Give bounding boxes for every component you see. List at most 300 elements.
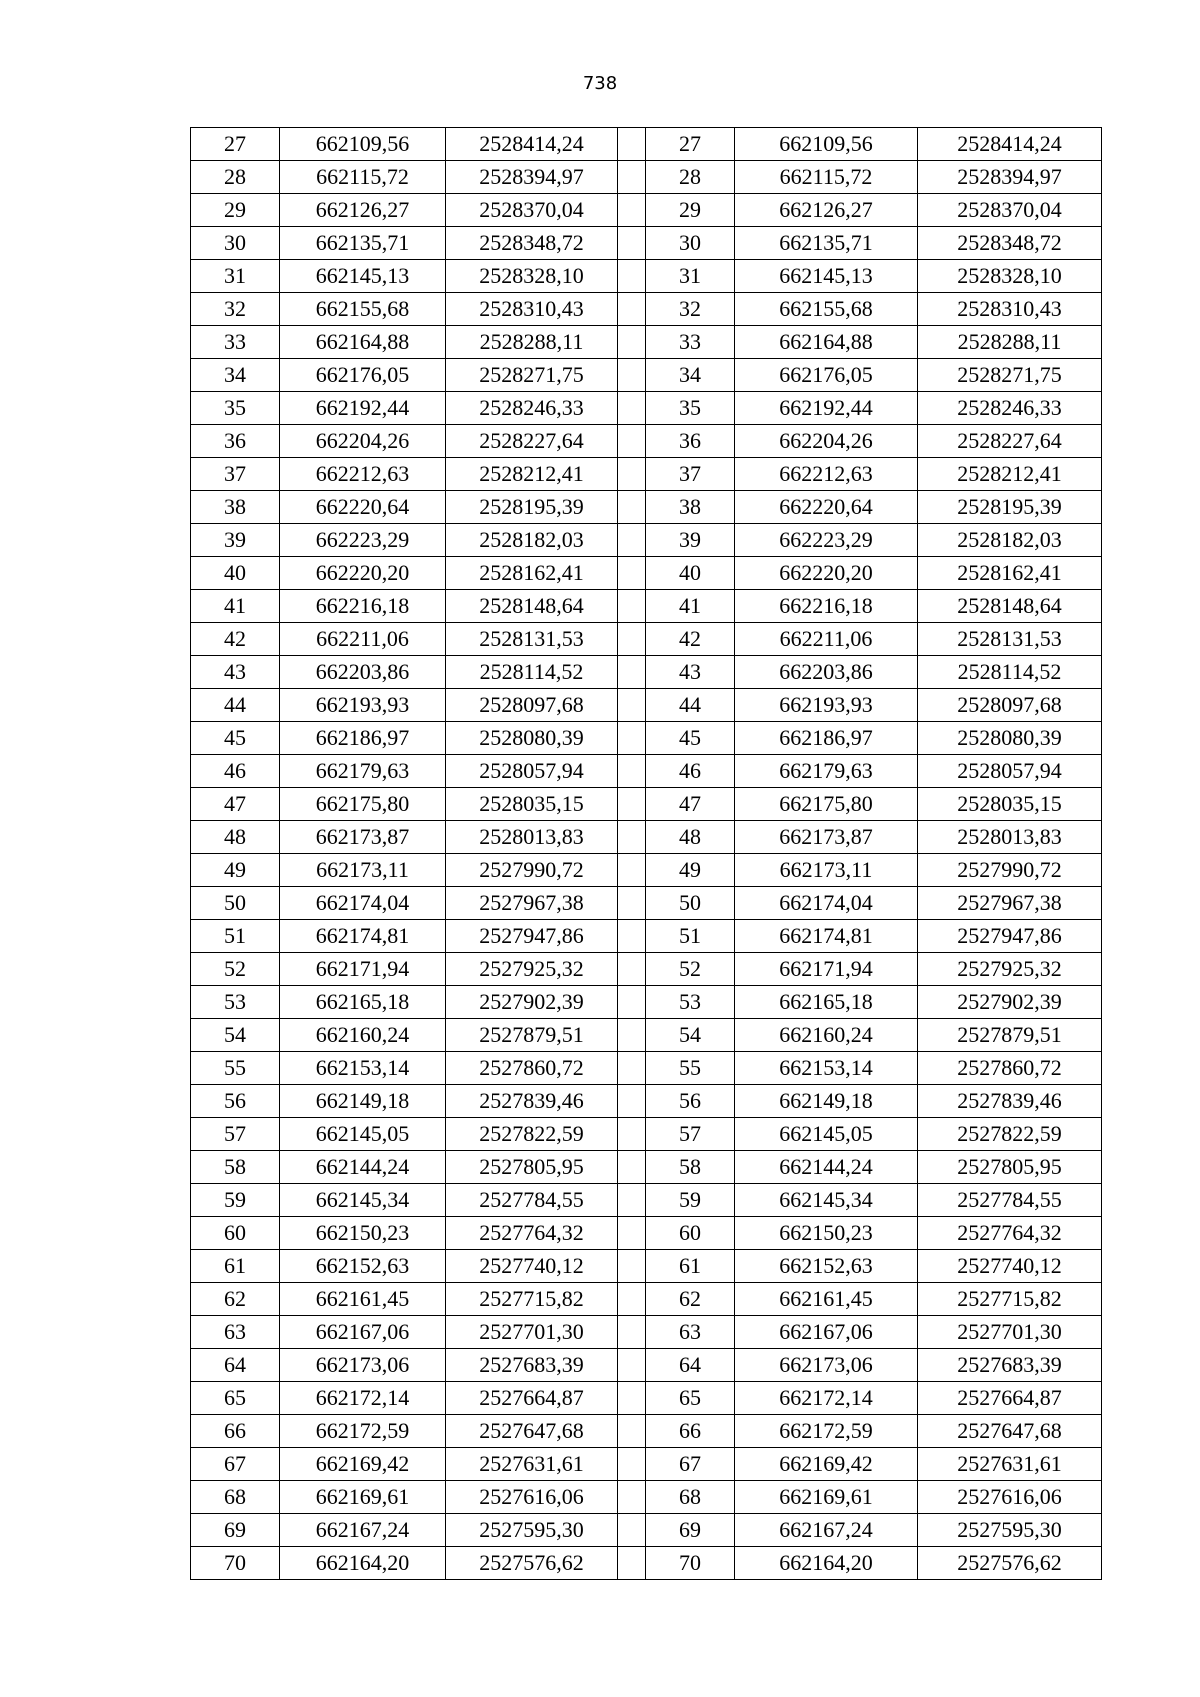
separator-cell <box>618 128 646 161</box>
right-y-coordinate-cell: 2528057,94 <box>918 755 1102 788</box>
right-x-coordinate-cell: 662171,94 <box>735 953 918 986</box>
left-y-coordinate-cell: 2528162,41 <box>446 557 618 590</box>
right-point-number-cell: 30 <box>646 227 735 260</box>
right-point-number-cell: 39 <box>646 524 735 557</box>
right-y-coordinate-cell: 2527664,87 <box>918 1382 1102 1415</box>
left-y-coordinate-cell: 2528195,39 <box>446 491 618 524</box>
separator-cell <box>618 1448 646 1481</box>
left-y-coordinate-cell: 2528148,64 <box>446 590 618 623</box>
separator-cell <box>618 1481 646 1514</box>
right-point-number-cell: 63 <box>646 1316 735 1349</box>
left-y-coordinate-cell: 2528097,68 <box>446 689 618 722</box>
right-point-number-cell: 41 <box>646 590 735 623</box>
table-row <box>191 1382 1102 1415</box>
right-y-coordinate-cell: 2528288,11 <box>918 326 1102 359</box>
left-point-number-cell: 43 <box>191 656 280 689</box>
right-y-coordinate-cell: 2528182,03 <box>918 524 1102 557</box>
left-y-coordinate-cell: 2527683,39 <box>446 1349 618 1382</box>
right-point-number-cell: 70 <box>646 1547 735 1580</box>
left-x-coordinate-cell: 662169,42 <box>280 1448 446 1481</box>
right-x-coordinate-cell: 662144,24 <box>735 1151 918 1184</box>
right-y-coordinate-cell: 2528271,75 <box>918 359 1102 392</box>
right-point-number-cell: 52 <box>646 953 735 986</box>
left-y-coordinate-cell: 2527860,72 <box>446 1052 618 1085</box>
left-y-coordinate-cell: 2528370,04 <box>446 194 618 227</box>
right-point-number-cell: 48 <box>646 821 735 854</box>
separator-cell <box>618 821 646 854</box>
table-row <box>191 1547 1102 1580</box>
right-point-number-cell: 29 <box>646 194 735 227</box>
left-y-coordinate-cell: 2528328,10 <box>446 260 618 293</box>
left-y-coordinate-cell: 2527764,32 <box>446 1217 618 1250</box>
right-x-coordinate-cell: 662169,42 <box>735 1448 918 1481</box>
left-y-coordinate-cell: 2527990,72 <box>446 854 618 887</box>
left-point-number-cell: 44 <box>191 689 280 722</box>
separator-cell <box>618 788 646 821</box>
table-row <box>191 359 1102 392</box>
right-y-coordinate-cell: 2528328,10 <box>918 260 1102 293</box>
right-y-coordinate-cell: 2528227,64 <box>918 425 1102 458</box>
left-point-number-cell: 45 <box>191 722 280 755</box>
right-x-coordinate-cell: 662150,23 <box>735 1217 918 1250</box>
left-y-coordinate-cell: 2528114,52 <box>446 656 618 689</box>
table-row <box>191 194 1102 227</box>
right-x-coordinate-cell: 662149,18 <box>735 1085 918 1118</box>
table-row <box>191 557 1102 590</box>
coordinates-table <box>190 127 1102 1580</box>
right-x-coordinate-cell: 662174,04 <box>735 887 918 920</box>
left-x-coordinate-cell: 662155,68 <box>280 293 446 326</box>
right-point-number-cell: 58 <box>646 1151 735 1184</box>
left-x-coordinate-cell: 662216,18 <box>280 590 446 623</box>
right-x-coordinate-cell: 662173,11 <box>735 854 918 887</box>
table-row <box>191 1118 1102 1151</box>
left-point-number-cell: 50 <box>191 887 280 920</box>
right-y-coordinate-cell: 2528310,43 <box>918 293 1102 326</box>
separator-cell <box>618 359 646 392</box>
separator-cell <box>618 491 646 524</box>
left-x-coordinate-cell: 662204,26 <box>280 425 446 458</box>
left-y-coordinate-cell: 2528310,43 <box>446 293 618 326</box>
right-point-number-cell: 31 <box>646 260 735 293</box>
separator-cell <box>618 1514 646 1547</box>
left-point-number-cell: 29 <box>191 194 280 227</box>
table-row <box>191 392 1102 425</box>
right-point-number-cell: 35 <box>646 392 735 425</box>
left-x-coordinate-cell: 662167,24 <box>280 1514 446 1547</box>
table-row <box>191 1019 1102 1052</box>
left-point-number-cell: 52 <box>191 953 280 986</box>
left-y-coordinate-cell: 2527647,68 <box>446 1415 618 1448</box>
left-y-coordinate-cell: 2528227,64 <box>446 425 618 458</box>
left-y-coordinate-cell: 2528288,11 <box>446 326 618 359</box>
left-x-coordinate-cell: 662135,71 <box>280 227 446 260</box>
right-point-number-cell: 68 <box>646 1481 735 1514</box>
right-point-number-cell: 42 <box>646 623 735 656</box>
left-x-coordinate-cell: 662172,14 <box>280 1382 446 1415</box>
right-y-coordinate-cell: 2528212,41 <box>918 458 1102 491</box>
right-x-coordinate-cell: 662145,34 <box>735 1184 918 1217</box>
table-row <box>191 293 1102 326</box>
right-point-number-cell: 57 <box>646 1118 735 1151</box>
right-x-coordinate-cell: 662220,20 <box>735 557 918 590</box>
separator-cell <box>618 656 646 689</box>
right-point-number-cell: 45 <box>646 722 735 755</box>
left-x-coordinate-cell: 662174,04 <box>280 887 446 920</box>
separator-cell <box>618 260 646 293</box>
table-row <box>191 656 1102 689</box>
right-y-coordinate-cell: 2528148,64 <box>918 590 1102 623</box>
right-x-coordinate-cell: 662223,29 <box>735 524 918 557</box>
right-x-coordinate-cell: 662179,63 <box>735 755 918 788</box>
left-y-coordinate-cell: 2527784,55 <box>446 1184 618 1217</box>
left-x-coordinate-cell: 662144,24 <box>280 1151 446 1184</box>
right-x-coordinate-cell: 662204,26 <box>735 425 918 458</box>
right-y-coordinate-cell: 2527683,39 <box>918 1349 1102 1382</box>
left-y-coordinate-cell: 2528271,75 <box>446 359 618 392</box>
separator-cell <box>618 458 646 491</box>
separator-cell <box>618 953 646 986</box>
left-x-coordinate-cell: 662223,29 <box>280 524 446 557</box>
left-x-coordinate-cell: 662164,88 <box>280 326 446 359</box>
table-row <box>191 161 1102 194</box>
left-y-coordinate-cell: 2527715,82 <box>446 1283 618 1316</box>
table-row <box>191 689 1102 722</box>
left-x-coordinate-cell: 662179,63 <box>280 755 446 788</box>
right-x-coordinate-cell: 662164,88 <box>735 326 918 359</box>
table-row <box>191 128 1102 161</box>
left-point-number-cell: 41 <box>191 590 280 623</box>
separator-cell <box>618 524 646 557</box>
right-y-coordinate-cell: 2528114,52 <box>918 656 1102 689</box>
separator-cell <box>618 689 646 722</box>
right-y-coordinate-cell: 2528035,15 <box>918 788 1102 821</box>
right-x-coordinate-cell: 662173,06 <box>735 1349 918 1382</box>
coordinates-table-body <box>191 128 1102 1580</box>
left-point-number-cell: 68 <box>191 1481 280 1514</box>
left-point-number-cell: 63 <box>191 1316 280 1349</box>
left-x-coordinate-cell: 662220,20 <box>280 557 446 590</box>
left-y-coordinate-cell: 2528131,53 <box>446 623 618 656</box>
left-y-coordinate-cell: 2527822,59 <box>446 1118 618 1151</box>
separator-cell <box>618 425 646 458</box>
left-point-number-cell: 67 <box>191 1448 280 1481</box>
separator-cell <box>618 1283 646 1316</box>
right-point-number-cell: 66 <box>646 1415 735 1448</box>
right-point-number-cell: 46 <box>646 755 735 788</box>
right-y-coordinate-cell: 2527616,06 <box>918 1481 1102 1514</box>
right-point-number-cell: 64 <box>646 1349 735 1382</box>
right-point-number-cell: 69 <box>646 1514 735 1547</box>
left-point-number-cell: 61 <box>191 1250 280 1283</box>
separator-cell <box>618 194 646 227</box>
left-point-number-cell: 59 <box>191 1184 280 1217</box>
right-y-coordinate-cell: 2527576,62 <box>918 1547 1102 1580</box>
table-row <box>191 788 1102 821</box>
table-row <box>191 1085 1102 1118</box>
left-point-number-cell: 54 <box>191 1019 280 1052</box>
table-row <box>191 854 1102 887</box>
right-y-coordinate-cell: 2527647,68 <box>918 1415 1102 1448</box>
right-point-number-cell: 44 <box>646 689 735 722</box>
left-x-coordinate-cell: 662161,45 <box>280 1283 446 1316</box>
table-row <box>191 887 1102 920</box>
left-y-coordinate-cell: 2528182,03 <box>446 524 618 557</box>
separator-cell <box>618 755 646 788</box>
separator-cell <box>618 854 646 887</box>
right-y-coordinate-cell: 2528414,24 <box>918 128 1102 161</box>
right-y-coordinate-cell: 2527701,30 <box>918 1316 1102 1349</box>
right-y-coordinate-cell: 2527947,86 <box>918 920 1102 953</box>
right-x-coordinate-cell: 662161,45 <box>735 1283 918 1316</box>
separator-cell <box>618 1151 646 1184</box>
right-point-number-cell: 56 <box>646 1085 735 1118</box>
right-x-coordinate-cell: 662135,71 <box>735 227 918 260</box>
right-point-number-cell: 40 <box>646 557 735 590</box>
right-x-coordinate-cell: 662186,97 <box>735 722 918 755</box>
left-y-coordinate-cell: 2527664,87 <box>446 1382 618 1415</box>
left-x-coordinate-cell: 662164,20 <box>280 1547 446 1580</box>
separator-cell <box>618 986 646 1019</box>
right-x-coordinate-cell: 662212,63 <box>735 458 918 491</box>
right-x-coordinate-cell: 662174,81 <box>735 920 918 953</box>
left-point-number-cell: 42 <box>191 623 280 656</box>
right-x-coordinate-cell: 662160,24 <box>735 1019 918 1052</box>
right-point-number-cell: 50 <box>646 887 735 920</box>
right-x-coordinate-cell: 662216,18 <box>735 590 918 623</box>
table-row <box>191 722 1102 755</box>
table-row <box>191 590 1102 623</box>
left-y-coordinate-cell: 2528057,94 <box>446 755 618 788</box>
table-row <box>191 1415 1102 1448</box>
left-point-number-cell: 65 <box>191 1382 280 1415</box>
right-x-coordinate-cell: 662145,05 <box>735 1118 918 1151</box>
left-y-coordinate-cell: 2527740,12 <box>446 1250 618 1283</box>
table-row <box>191 1349 1102 1382</box>
right-y-coordinate-cell: 2527764,32 <box>918 1217 1102 1250</box>
left-point-number-cell: 70 <box>191 1547 280 1580</box>
table-row <box>191 1217 1102 1250</box>
left-y-coordinate-cell: 2527576,62 <box>446 1547 618 1580</box>
right-point-number-cell: 65 <box>646 1382 735 1415</box>
right-y-coordinate-cell: 2527967,38 <box>918 887 1102 920</box>
separator-cell <box>618 1316 646 1349</box>
left-x-coordinate-cell: 662145,13 <box>280 260 446 293</box>
right-y-coordinate-cell: 2528348,72 <box>918 227 1102 260</box>
separator-cell <box>618 227 646 260</box>
left-x-coordinate-cell: 662109,56 <box>280 128 446 161</box>
left-x-coordinate-cell: 662173,87 <box>280 821 446 854</box>
left-y-coordinate-cell: 2527595,30 <box>446 1514 618 1547</box>
left-point-number-cell: 31 <box>191 260 280 293</box>
separator-cell <box>618 887 646 920</box>
right-x-coordinate-cell: 662175,80 <box>735 788 918 821</box>
left-y-coordinate-cell: 2528013,83 <box>446 821 618 854</box>
left-x-coordinate-cell: 662169,61 <box>280 1481 446 1514</box>
right-y-coordinate-cell: 2527839,46 <box>918 1085 1102 1118</box>
right-x-coordinate-cell: 662153,14 <box>735 1052 918 1085</box>
table-row <box>191 821 1102 854</box>
separator-cell <box>618 1415 646 1448</box>
right-y-coordinate-cell: 2528195,39 <box>918 491 1102 524</box>
separator-cell <box>618 1250 646 1283</box>
left-x-coordinate-cell: 662152,63 <box>280 1250 446 1283</box>
left-point-number-cell: 49 <box>191 854 280 887</box>
right-x-coordinate-cell: 662172,59 <box>735 1415 918 1448</box>
right-x-coordinate-cell: 662211,06 <box>735 623 918 656</box>
left-y-coordinate-cell: 2527805,95 <box>446 1151 618 1184</box>
table-row <box>191 953 1102 986</box>
table-row <box>191 1151 1102 1184</box>
left-point-number-cell: 62 <box>191 1283 280 1316</box>
separator-cell <box>618 1052 646 1085</box>
left-x-coordinate-cell: 662167,06 <box>280 1316 446 1349</box>
left-x-coordinate-cell: 662172,59 <box>280 1415 446 1448</box>
left-point-number-cell: 37 <box>191 458 280 491</box>
right-point-number-cell: 53 <box>646 986 735 1019</box>
right-y-coordinate-cell: 2528394,97 <box>918 161 1102 194</box>
left-point-number-cell: 51 <box>191 920 280 953</box>
left-x-coordinate-cell: 662150,23 <box>280 1217 446 1250</box>
left-point-number-cell: 47 <box>191 788 280 821</box>
separator-cell <box>618 1019 646 1052</box>
right-point-number-cell: 67 <box>646 1448 735 1481</box>
right-y-coordinate-cell: 2528162,41 <box>918 557 1102 590</box>
left-point-number-cell: 58 <box>191 1151 280 1184</box>
right-y-coordinate-cell: 2527822,59 <box>918 1118 1102 1151</box>
separator-cell <box>618 1547 646 1580</box>
left-point-number-cell: 46 <box>191 755 280 788</box>
left-y-coordinate-cell: 2528394,97 <box>446 161 618 194</box>
separator-cell <box>618 161 646 194</box>
separator-cell <box>618 1118 646 1151</box>
right-x-coordinate-cell: 662169,61 <box>735 1481 918 1514</box>
left-point-number-cell: 55 <box>191 1052 280 1085</box>
left-x-coordinate-cell: 662126,27 <box>280 194 446 227</box>
left-point-number-cell: 48 <box>191 821 280 854</box>
left-y-coordinate-cell: 2528035,15 <box>446 788 618 821</box>
right-y-coordinate-cell: 2527740,12 <box>918 1250 1102 1283</box>
right-y-coordinate-cell: 2527879,51 <box>918 1019 1102 1052</box>
left-y-coordinate-cell: 2527879,51 <box>446 1019 618 1052</box>
left-x-coordinate-cell: 662175,80 <box>280 788 446 821</box>
right-y-coordinate-cell: 2528246,33 <box>918 392 1102 425</box>
right-y-coordinate-cell: 2528131,53 <box>918 623 1102 656</box>
right-x-coordinate-cell: 662109,56 <box>735 128 918 161</box>
table-row <box>191 524 1102 557</box>
right-point-number-cell: 36 <box>646 425 735 458</box>
right-x-coordinate-cell: 662155,68 <box>735 293 918 326</box>
separator-cell <box>618 623 646 656</box>
table-row <box>191 1283 1102 1316</box>
left-x-coordinate-cell: 662153,14 <box>280 1052 446 1085</box>
left-point-number-cell: 27 <box>191 128 280 161</box>
left-x-coordinate-cell: 662160,24 <box>280 1019 446 1052</box>
right-y-coordinate-cell: 2527715,82 <box>918 1283 1102 1316</box>
separator-cell <box>618 1382 646 1415</box>
table-row <box>191 260 1102 293</box>
right-point-number-cell: 28 <box>646 161 735 194</box>
table-row <box>191 458 1102 491</box>
table-row <box>191 1184 1102 1217</box>
right-y-coordinate-cell: 2528080,39 <box>918 722 1102 755</box>
left-x-coordinate-cell: 662173,11 <box>280 854 446 887</box>
right-point-number-cell: 60 <box>646 1217 735 1250</box>
left-x-coordinate-cell: 662173,06 <box>280 1349 446 1382</box>
table-row <box>191 326 1102 359</box>
right-x-coordinate-cell: 662192,44 <box>735 392 918 425</box>
left-y-coordinate-cell: 2528246,33 <box>446 392 618 425</box>
left-y-coordinate-cell: 2528414,24 <box>446 128 618 161</box>
separator-cell <box>618 293 646 326</box>
left-x-coordinate-cell: 662115,72 <box>280 161 446 194</box>
left-y-coordinate-cell: 2527631,61 <box>446 1448 618 1481</box>
separator-cell <box>618 557 646 590</box>
left-point-number-cell: 28 <box>191 161 280 194</box>
left-point-number-cell: 32 <box>191 293 280 326</box>
separator-cell <box>618 920 646 953</box>
table-row <box>191 491 1102 524</box>
left-x-coordinate-cell: 662145,34 <box>280 1184 446 1217</box>
left-x-coordinate-cell: 662212,63 <box>280 458 446 491</box>
right-x-coordinate-cell: 662165,18 <box>735 986 918 1019</box>
right-point-number-cell: 59 <box>646 1184 735 1217</box>
table-row <box>191 1514 1102 1547</box>
left-point-number-cell: 30 <box>191 227 280 260</box>
left-x-coordinate-cell: 662186,97 <box>280 722 446 755</box>
separator-cell <box>618 590 646 623</box>
left-point-number-cell: 53 <box>191 986 280 1019</box>
right-point-number-cell: 37 <box>646 458 735 491</box>
right-point-number-cell: 34 <box>646 359 735 392</box>
table-row <box>191 1316 1102 1349</box>
page-number: 738 <box>582 73 618 94</box>
right-y-coordinate-cell: 2527595,30 <box>918 1514 1102 1547</box>
right-x-coordinate-cell: 662167,06 <box>735 1316 918 1349</box>
left-x-coordinate-cell: 662192,44 <box>280 392 446 425</box>
right-point-number-cell: 54 <box>646 1019 735 1052</box>
table-row <box>191 425 1102 458</box>
table-row <box>191 1052 1102 1085</box>
left-x-coordinate-cell: 662220,64 <box>280 491 446 524</box>
table-row <box>191 623 1102 656</box>
right-point-number-cell: 62 <box>646 1283 735 1316</box>
right-y-coordinate-cell: 2528370,04 <box>918 194 1102 227</box>
right-x-coordinate-cell: 662173,87 <box>735 821 918 854</box>
left-point-number-cell: 69 <box>191 1514 280 1547</box>
table-row <box>191 986 1102 1019</box>
left-y-coordinate-cell: 2527701,30 <box>446 1316 618 1349</box>
left-y-coordinate-cell: 2527947,86 <box>446 920 618 953</box>
table-row <box>191 227 1102 260</box>
left-x-coordinate-cell: 662211,06 <box>280 623 446 656</box>
left-point-number-cell: 36 <box>191 425 280 458</box>
right-x-coordinate-cell: 662203,86 <box>735 656 918 689</box>
left-x-coordinate-cell: 662203,86 <box>280 656 446 689</box>
right-point-number-cell: 51 <box>646 920 735 953</box>
separator-cell <box>618 1217 646 1250</box>
right-y-coordinate-cell: 2528013,83 <box>918 821 1102 854</box>
table-row <box>191 1448 1102 1481</box>
right-x-coordinate-cell: 662193,93 <box>735 689 918 722</box>
left-x-coordinate-cell: 662149,18 <box>280 1085 446 1118</box>
right-y-coordinate-cell: 2527860,72 <box>918 1052 1102 1085</box>
left-point-number-cell: 34 <box>191 359 280 392</box>
right-x-coordinate-cell: 662126,27 <box>735 194 918 227</box>
right-x-coordinate-cell: 662220,64 <box>735 491 918 524</box>
right-x-coordinate-cell: 662167,24 <box>735 1514 918 1547</box>
right-x-coordinate-cell: 662176,05 <box>735 359 918 392</box>
